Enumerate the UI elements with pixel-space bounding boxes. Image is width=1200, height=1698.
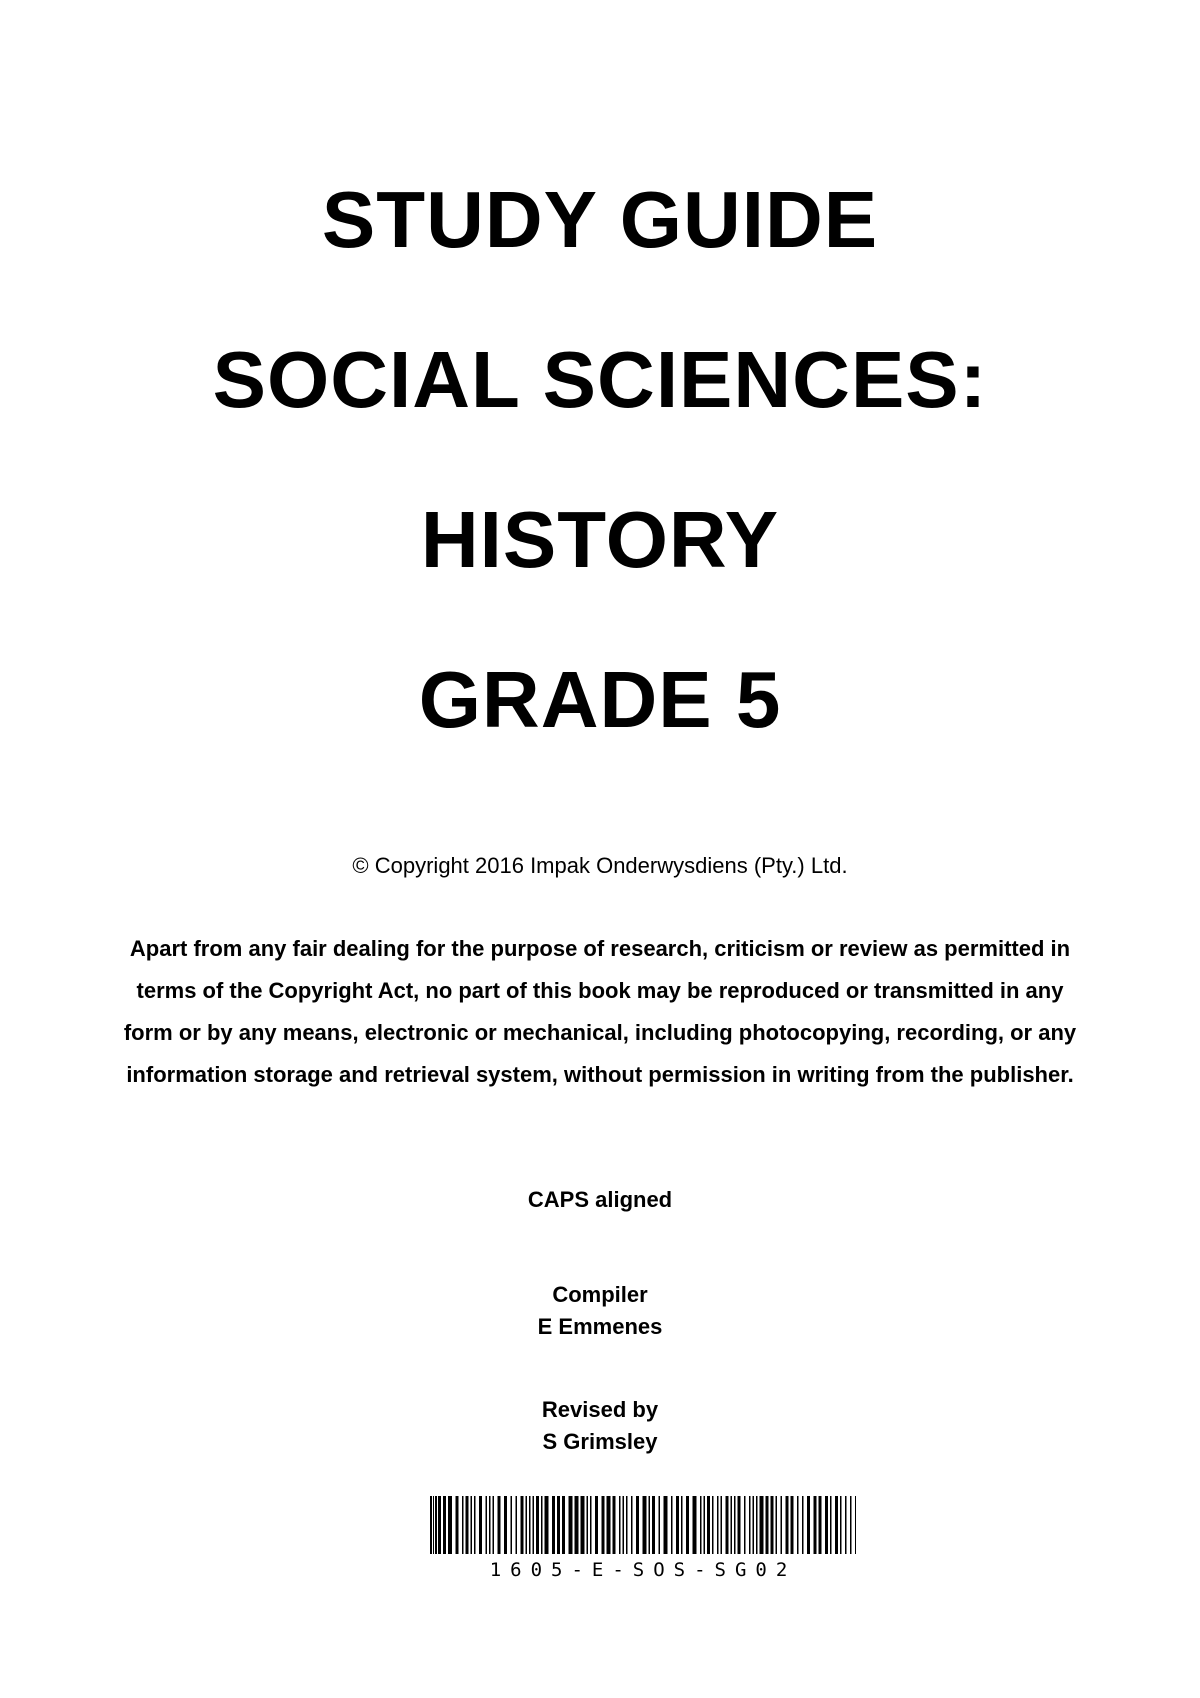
barcode-bar bbox=[456, 1496, 459, 1554]
barcode-bar bbox=[771, 1496, 774, 1554]
reviser-name: S Grimsley bbox=[542, 1429, 658, 1454]
barcode-bar bbox=[738, 1496, 741, 1554]
barcode-bar bbox=[797, 1496, 799, 1554]
barcode-bar bbox=[791, 1496, 794, 1554]
barcode-bar bbox=[595, 1496, 598, 1554]
barcode-bar bbox=[545, 1496, 549, 1554]
compiler-label: Compiler bbox=[552, 1282, 648, 1307]
barcode-bar bbox=[430, 1496, 432, 1554]
barcode-bars bbox=[428, 1496, 858, 1556]
barcode-bar bbox=[845, 1496, 847, 1554]
barcode-bar bbox=[493, 1496, 495, 1554]
barcode-bar bbox=[734, 1496, 736, 1554]
barcode-bar bbox=[474, 1496, 476, 1554]
barcode-bar bbox=[541, 1496, 543, 1554]
barcode bbox=[428, 1496, 858, 1581]
barcode-bar bbox=[448, 1496, 452, 1554]
title-history: HISTORY bbox=[420, 495, 780, 584]
title-study-guide: STUDY GUIDE bbox=[321, 175, 879, 264]
barcode-bar bbox=[631, 1496, 633, 1554]
barcode-bar bbox=[575, 1496, 579, 1554]
barcode-bar bbox=[479, 1496, 482, 1554]
barcode-bar bbox=[704, 1496, 706, 1554]
barcode-bar bbox=[569, 1496, 573, 1554]
barcode-bar bbox=[825, 1496, 828, 1554]
title-subject: SOCIAL SCIENCES: bbox=[212, 335, 988, 424]
barcode-bar bbox=[587, 1496, 589, 1554]
barcode-bar bbox=[489, 1496, 491, 1554]
barcode-bar bbox=[443, 1496, 446, 1554]
barcode-bar bbox=[693, 1496, 697, 1554]
barcode-bar bbox=[671, 1496, 673, 1554]
barcode-bar bbox=[835, 1496, 838, 1554]
barcode-bar bbox=[855, 1496, 856, 1554]
barcode-bar bbox=[840, 1496, 842, 1554]
barcode-bar bbox=[626, 1496, 628, 1554]
barcode-bar bbox=[462, 1496, 464, 1554]
barcode-bar bbox=[652, 1496, 655, 1554]
barcode-bar bbox=[466, 1496, 469, 1554]
barcode-bar bbox=[486, 1496, 488, 1554]
barcode-bar bbox=[529, 1496, 531, 1554]
barcode-bar bbox=[433, 1496, 434, 1554]
barcode-bar bbox=[435, 1496, 437, 1554]
barcode-bar bbox=[717, 1496, 719, 1554]
barcode-bar bbox=[504, 1496, 507, 1554]
barcode-bar bbox=[819, 1496, 822, 1554]
barcode-bar bbox=[721, 1496, 723, 1554]
barcode-bar bbox=[533, 1496, 535, 1554]
compiler-name: E Emmenes bbox=[537, 1314, 663, 1339]
barcode-bar bbox=[552, 1496, 555, 1554]
copyright-line: © Copyright 2016 Impak Onderwysdiens (Pty.) Ltd. bbox=[352, 853, 848, 878]
barcode-bar bbox=[557, 1496, 560, 1554]
barcode-bar bbox=[807, 1496, 810, 1554]
barcode-bar bbox=[726, 1496, 729, 1554]
barcode-bar bbox=[686, 1496, 689, 1554]
barcode-bar bbox=[619, 1496, 621, 1554]
barcode-number: 1605-E-SOS-SG02 bbox=[489, 1559, 797, 1581]
barcode-bar bbox=[707, 1496, 710, 1554]
barcode-bar bbox=[636, 1496, 639, 1554]
barcode-bar bbox=[753, 1496, 755, 1554]
barcode-bar bbox=[766, 1496, 769, 1554]
barcode-bar bbox=[744, 1496, 746, 1554]
barcode-bar bbox=[830, 1496, 832, 1554]
barcode-bar bbox=[511, 1496, 513, 1554]
barcode-bar bbox=[498, 1496, 501, 1554]
barcode-bar bbox=[781, 1496, 783, 1554]
barcode-bar bbox=[802, 1496, 804, 1554]
barcode-bar bbox=[643, 1496, 647, 1554]
barcode-bar bbox=[664, 1496, 668, 1554]
barcode-bar bbox=[521, 1496, 524, 1554]
barcode-bar bbox=[516, 1496, 518, 1554]
barcode-bar bbox=[536, 1496, 539, 1554]
barcode-bar bbox=[562, 1496, 565, 1554]
barcode-bar bbox=[607, 1496, 611, 1554]
barcode-bar bbox=[700, 1496, 702, 1554]
barcode-bar bbox=[613, 1496, 616, 1554]
barcode-bar bbox=[850, 1496, 852, 1554]
barcode-bar bbox=[581, 1496, 585, 1554]
title-grade: GRADE 5 bbox=[418, 655, 782, 744]
barcode-bar bbox=[649, 1496, 651, 1554]
barcode-bar bbox=[776, 1496, 778, 1554]
barcode-bar bbox=[471, 1496, 473, 1554]
revised-by-label: Revised by bbox=[541, 1397, 659, 1422]
copyright-notice: Apart from any fair dealing for the purpose of research, criticism or review as permitted in terms of the Copyright Act, no part of this book may be reproduced or transmitted in any form or by any means, electronic or mechanical, including photocopying, recording, or any information storage and retrieval system, without permission in writing from the publisher. bbox=[123, 936, 1077, 1087]
barcode-bar bbox=[676, 1496, 679, 1554]
barcode-bar bbox=[438, 1496, 441, 1554]
barcode-bar bbox=[623, 1496, 625, 1554]
barcode-bar bbox=[602, 1496, 605, 1554]
barcode-bar bbox=[731, 1496, 733, 1554]
barcode-bar bbox=[760, 1496, 764, 1554]
barcode-bar bbox=[590, 1496, 592, 1554]
barcode-bar bbox=[814, 1496, 817, 1554]
caps-aligned-label: CAPS aligned bbox=[527, 1187, 673, 1212]
barcode-bar bbox=[659, 1496, 661, 1554]
barcode-bar bbox=[749, 1496, 751, 1554]
barcode-bar bbox=[681, 1496, 683, 1554]
barcode-bar bbox=[786, 1496, 789, 1554]
barcode-bar bbox=[526, 1496, 528, 1554]
barcode-bar bbox=[756, 1496, 758, 1554]
barcode-bar bbox=[712, 1496, 714, 1554]
